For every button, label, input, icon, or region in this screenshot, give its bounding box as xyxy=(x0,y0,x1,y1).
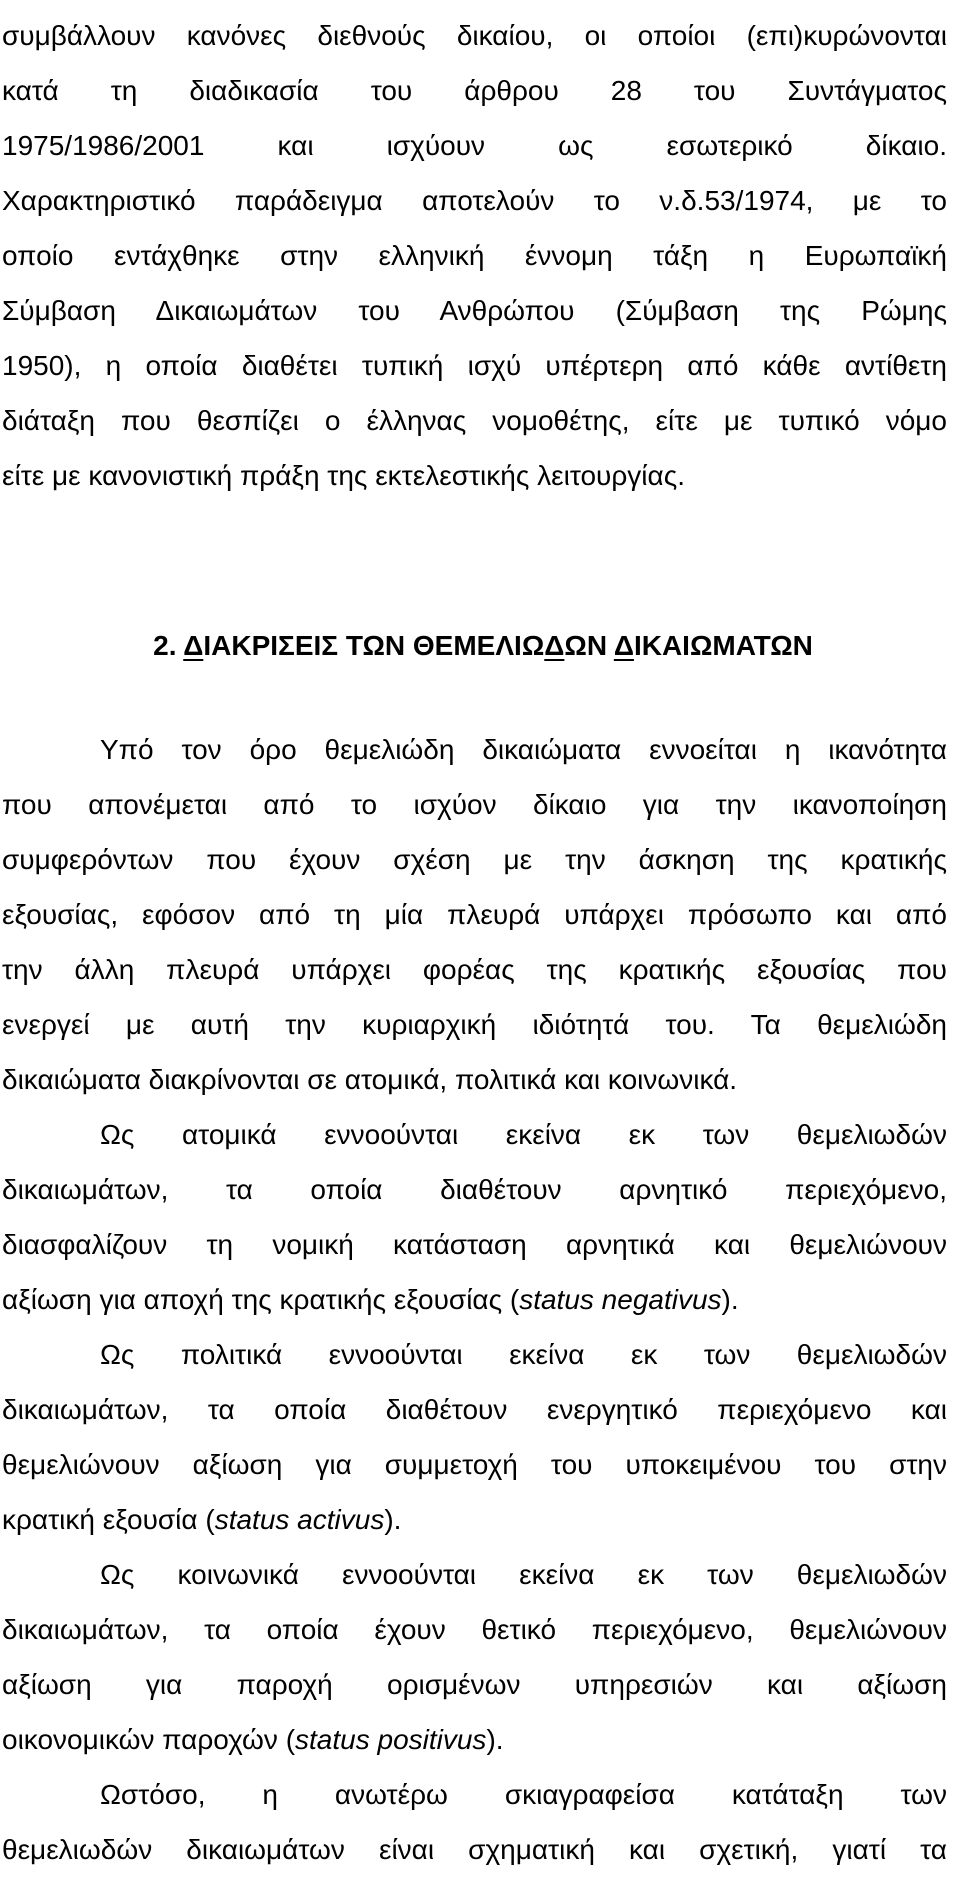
paragraph-6 xyxy=(2,1767,947,1877)
heading-text: ΙΚΑΙΩΜΑΤΩΝ xyxy=(633,630,813,661)
text-line: διασφαλίζουν τη νομική κατάσταση αρνητικά και θεμελιώνουν xyxy=(2,1229,947,1260)
text-line: θεμελιώνουν αξίωση για συμμετοχή του υποκειμένου του στην xyxy=(2,1449,947,1480)
text-line: την άλλη πλευρά υπάρχει φορέας της κρατικής εξουσίας που xyxy=(2,954,947,985)
latin-term: status positivus xyxy=(295,1724,487,1755)
text-line: κατά τη διαδικασία του άρθρου 28 του Συντάγματος xyxy=(2,75,947,106)
text-line: διάταξη που θεσπίζει ο έλληνας νομοθέτης, είτε με τυπικό νόμο xyxy=(2,405,947,436)
text-line: συμφερόντων που έχουν σχέση με την άσκηση της κρατικής xyxy=(2,844,947,875)
text-line: συμβάλλουν κανόνες διεθνούς δικαίου, οι οποίοι (επι)κυρώνονται xyxy=(2,20,947,51)
text-run: κρατική εξουσία ( xyxy=(2,1504,215,1535)
heading-underlined-letter: Δ xyxy=(613,630,634,661)
text-line: αξίωση για παροχή ορισμένων υπηρεσιών και αξίωση xyxy=(2,1669,947,1700)
latin-term: status negativus xyxy=(519,1284,722,1315)
text-run: ). xyxy=(721,1284,739,1315)
paragraph-5 xyxy=(2,1547,947,1767)
paragraph-1 xyxy=(2,8,947,503)
latin-term: status activus xyxy=(214,1504,385,1535)
text-line: ενεργεί με αυτή την κυριαρχική ιδιότητά του. Τα θεμελιώδη xyxy=(2,1009,947,1040)
text-line: 1975/1986/2001 και ισχύουν ως εσωτερικό δίκαιο. xyxy=(2,130,947,161)
text-line: Ως κοινωνικά εννοούνται εκείνα εκ των θεμελιωδών xyxy=(100,1559,947,1590)
heading-underlined-letter: Δ xyxy=(183,630,204,661)
text-line: θεμελιωδών δικαιωμάτων είναι σχηματική και σχετική, γιατί τα xyxy=(2,1834,947,1865)
heading-text: ΙΑΚΡΙΣΕΙΣ ΤΩΝ ΘΕΜΕΛΙΩ xyxy=(203,630,545,661)
section-heading xyxy=(0,618,960,673)
text-line xyxy=(2,1272,947,1327)
heading-number: 2. xyxy=(153,630,184,661)
text-run: ). xyxy=(384,1504,402,1535)
heading-underlined-letter: Δ xyxy=(544,630,565,661)
text-line xyxy=(2,1492,947,1547)
text-line: είτε με κανονιστική πράξη της εκτελεστικής λειτουργίας. xyxy=(2,460,685,491)
text-line: Χαρακτηριστικό παράδειγμα αποτελούν το ν.δ.53/1974, με το xyxy=(2,185,947,216)
paragraph-2 xyxy=(2,722,947,1107)
text-line xyxy=(2,1712,947,1767)
heading-text: ΩΝ xyxy=(564,630,614,661)
text-line: Ως πολιτικά εννοούνται εκείνα εκ των θεμελιωδών xyxy=(100,1339,947,1370)
text-line: δικαιωμάτων, τα οποία έχουν θετικό περιεχόμενο, θεμελιώνουν xyxy=(2,1614,947,1645)
text-line: δικαιωμάτων, τα οποία διαθέτουν αρνητικό περιεχόμενο, xyxy=(2,1174,947,1205)
text-line: Ωστόσο, η ανωτέρω σκιαγραφείσα κατάταξη των xyxy=(100,1779,947,1810)
text-line: που απονέμεται από το ισχύον δίκαιο για την ικανοποίηση xyxy=(2,789,947,820)
text-line: εξουσίας, εφόσον από τη μία πλευρά υπάρχει πρόσωπο και από xyxy=(2,899,947,930)
text-run: οικονομικών παροχών ( xyxy=(2,1724,296,1755)
text-run: αξίωση για αποχή της κρατικής εξουσίας ( xyxy=(2,1284,520,1315)
text-line: Υπό τον όρο θεμελιώδη δικαιώματα εννοείται η ικανότητα xyxy=(100,734,947,765)
text-line: δικαιώματα διακρίνονται σε ατομικά, πολιτικά και κοινωνικά. xyxy=(2,1064,738,1095)
text-line: δικαιωμάτων, τα οποία διαθέτουν ενεργητικό περιεχόμενο και xyxy=(2,1394,947,1425)
text-line: οποίο εντάχθηκε στην ελληνική έννομη τάξη η Ευρωπαϊκή xyxy=(2,240,947,271)
text-run: ). xyxy=(486,1724,504,1755)
text-line: 1950), η οποία διαθέτει τυπική ισχύ υπέρτερη από κάθε αντίθετη xyxy=(2,350,947,381)
text-line: Ως ατομικά εννοούνται εκείνα εκ των θεμελιωδών xyxy=(100,1119,947,1150)
paragraph-4 xyxy=(2,1327,947,1547)
paragraph-3 xyxy=(2,1107,947,1327)
text-line: Σύμβαση Δικαιωμάτων του Ανθρώπου (Σύμβαση της Ρώμης xyxy=(2,295,947,326)
